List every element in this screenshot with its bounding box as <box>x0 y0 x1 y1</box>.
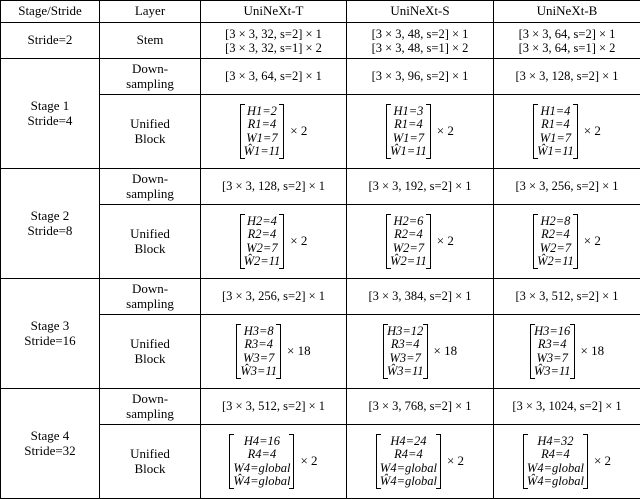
matrix-bracket <box>530 324 575 379</box>
downsampling-value: [3 × 3, 1024, s=2] × 1 <box>512 399 622 414</box>
stage-name: Stage 2 <box>30 207 70 223</box>
stem-line: [3 × 3, 48, s=2] × 1 <box>371 26 469 41</box>
matrix-w: W3=7 <box>389 350 421 365</box>
unified-block-cell <box>201 315 347 389</box>
matrix-r: R1=4 <box>541 117 570 132</box>
matrix-bracket <box>240 214 285 269</box>
stage-3-downsampling-row <box>1 279 640 315</box>
block-matrix <box>523 434 611 489</box>
header-layer: Layer <box>100 1 201 23</box>
matrix-r: R3=4 <box>537 337 567 352</box>
matrix-w: W2=7 <box>392 240 425 255</box>
matrix-w-hat: Ŵ4=global <box>526 473 584 488</box>
block-matrix <box>229 434 317 489</box>
layer-label-line: Block <box>134 350 166 366</box>
downsampling-cell <box>347 389 494 425</box>
matrix-r: R4=4 <box>247 447 277 462</box>
downsampling-value: [3 × 3, 512, s=2] × 1 <box>515 289 619 304</box>
matrix-h: H3=12 <box>387 324 424 339</box>
matrix-bracket <box>533 104 578 159</box>
unified-block-cell <box>201 205 347 279</box>
matrix-h: H1=4 <box>540 104 571 119</box>
stage-label <box>1 389 100 499</box>
matrix-w-hat: Ŵ1=11 <box>243 143 281 158</box>
matrix-w: W2=7 <box>246 240 278 255</box>
matrix-multiplier: × 18 <box>287 343 311 359</box>
layer-label-line: sampling <box>126 405 174 421</box>
layer-unified-block <box>100 205 201 279</box>
layer-downsampling <box>100 279 201 315</box>
stage-stride: Stride=32 <box>24 442 76 458</box>
layer-downsampling <box>100 169 201 205</box>
layer-label-line: Down- <box>131 280 169 296</box>
matrix-w-hat: Ŵ2=11 <box>243 253 281 268</box>
stem-line: [3 × 3, 32, s=1] × 2 <box>225 40 322 55</box>
downsampling-cell <box>201 59 347 95</box>
block-matrix <box>240 104 308 159</box>
stem-line: [3 × 3, 64, s=2] × 1 <box>518 26 616 41</box>
matrix-h: H3=16 <box>534 324 571 339</box>
header-unixt-t: UniNeXt-T <box>201 1 347 23</box>
unified-block-cell <box>201 95 347 169</box>
matrix-r: R1=4 <box>394 117 423 132</box>
matrix-bracket <box>523 434 588 489</box>
unified-block-cell <box>347 205 494 279</box>
downsampling-value: [3 × 3, 64, s=2] × 1 <box>225 69 322 84</box>
downsampling-cell <box>347 59 494 95</box>
stage-label <box>1 59 100 169</box>
matrix-w-hat: Ŵ4=global <box>233 473 291 488</box>
block-matrix <box>383 324 457 379</box>
stem-stage: Stride=2 <box>1 23 100 59</box>
matrix-w: W4=global <box>233 460 291 475</box>
downsampling-cell <box>494 59 640 95</box>
block-matrix <box>376 434 464 489</box>
matrix-multiplier: × 2 <box>436 233 454 249</box>
block-matrix <box>533 214 601 269</box>
matrix-r: R4=4 <box>394 447 423 462</box>
matrix-multiplier: × 2 <box>300 453 318 469</box>
matrix-bracket <box>386 214 431 269</box>
stage-4-downsampling-row <box>1 389 640 425</box>
layer-label-line: Unified <box>130 335 170 351</box>
matrix-r: R1=4 <box>247 117 277 132</box>
downsampling-cell <box>201 169 347 205</box>
matrix-h: H4=16 <box>243 434 281 449</box>
stem-line: [3 × 3, 48, s=1] × 2 <box>371 40 469 55</box>
layer-unified-block <box>100 315 201 389</box>
matrix-multiplier: × 2 <box>436 123 454 139</box>
downsampling-cell <box>201 389 347 425</box>
matrix-bracket <box>236 324 281 379</box>
matrix-w: W4=global <box>526 460 584 475</box>
matrix-w-hat: Ŵ1=11 <box>390 143 427 158</box>
unified-block-cell <box>347 315 494 389</box>
matrix-bracket <box>376 434 441 489</box>
matrix-w-hat: Ŵ3=11 <box>386 363 424 378</box>
matrix-h: H1=2 <box>246 104 277 119</box>
matrix-w: W1=7 <box>246 130 278 145</box>
layer-label-line: Block <box>134 460 166 476</box>
layer-label-line: sampling <box>126 295 174 311</box>
matrix-multiplier: × 2 <box>290 123 308 139</box>
stage-name: Stage 1 <box>30 97 70 113</box>
block-matrix <box>236 324 310 379</box>
block-matrix <box>533 104 601 159</box>
stage-1-downsampling-row <box>1 59 640 95</box>
matrix-h: H2=6 <box>393 214 424 229</box>
stage-stride: Stride=8 <box>27 222 73 238</box>
matrix-w-hat: Ŵ3=11 <box>533 363 571 378</box>
unified-block-cell <box>494 315 640 389</box>
stem-cell-t <box>201 23 347 59</box>
downsampling-value: [3 × 3, 256, s=2] × 1 <box>515 179 619 194</box>
layer-downsampling <box>100 59 201 95</box>
layer-label-line: Unified <box>130 445 170 461</box>
matrix-multiplier: × 2 <box>583 123 601 139</box>
layer-label-line: Down- <box>131 390 169 406</box>
layer-unified-block <box>100 425 201 499</box>
downsampling-value: [3 × 3, 128, s=2] × 1 <box>515 69 619 84</box>
header-unixt-s: UniNeXt-S <box>347 1 494 23</box>
block-matrix <box>240 214 308 269</box>
downsampling-value: [3 × 3, 512, s=2] × 1 <box>221 399 326 414</box>
header-stage: Stage/Stride <box>1 1 100 23</box>
matrix-r: R2=4 <box>541 227 570 242</box>
layer-label-line: Block <box>134 240 166 256</box>
downsampling-value: [3 × 3, 384, s=2] × 1 <box>368 289 472 304</box>
stem-layer: Stem <box>100 23 201 59</box>
unified-block-cell <box>494 95 640 169</box>
layer-label-line: Unified <box>130 225 170 241</box>
layer-label-line: Down- <box>131 60 169 76</box>
layer-label-line: Block <box>134 130 166 146</box>
downsampling-cell <box>201 279 347 315</box>
matrix-h: H2=4 <box>246 214 277 229</box>
unified-block-cell <box>494 205 640 279</box>
layer-unified-block <box>100 95 201 169</box>
matrix-multiplier: × 2 <box>583 233 601 249</box>
matrix-bracket <box>383 324 428 379</box>
matrix-multiplier: × 18 <box>433 343 458 359</box>
downsampling-value: [3 × 3, 256, s=2] × 1 <box>221 289 326 304</box>
downsampling-value: [3 × 3, 768, s=2] × 1 <box>368 399 472 414</box>
stage-label <box>1 169 100 279</box>
stem-line: [3 × 3, 64, s=1] × 2 <box>518 40 616 55</box>
matrix-multiplier: × 2 <box>593 453 612 469</box>
matrix-h: H3=8 <box>243 324 274 339</box>
stem-cell-s <box>347 23 494 59</box>
matrix-h: H2=8 <box>540 214 571 229</box>
downsampling-cell <box>494 169 640 205</box>
block-matrix <box>530 324 604 379</box>
layer-downsampling <box>100 389 201 425</box>
matrix-r: R3=4 <box>244 337 273 352</box>
matrix-bracket <box>386 104 431 159</box>
layer-label-line: sampling <box>126 185 174 201</box>
matrix-r: R2=4 <box>247 227 277 242</box>
matrix-w-hat: Ŵ2=11 <box>537 253 574 268</box>
matrix-multiplier: × 18 <box>580 343 605 359</box>
unified-block-cell <box>347 425 494 499</box>
matrix-bracket <box>533 214 578 269</box>
matrix-multiplier: × 2 <box>290 233 308 249</box>
downsampling-value: [3 × 3, 96, s=2] × 1 <box>371 69 469 84</box>
matrix-w: W4=global <box>379 460 437 475</box>
matrix-w: W3=7 <box>243 350 275 365</box>
header-unixt-b: UniNeXt-B <box>494 1 640 23</box>
matrix-w: W1=7 <box>539 130 572 145</box>
block-matrix <box>386 104 454 159</box>
downsampling-value: [3 × 3, 192, s=2] × 1 <box>368 179 472 194</box>
layer-label-line: Down- <box>131 170 169 186</box>
stage-stride: Stride=16 <box>24 332 76 348</box>
layer-label-line: Unified <box>130 115 170 131</box>
stage-2-downsampling-row <box>1 169 640 205</box>
unified-block-cell <box>201 425 347 499</box>
stage-name: Stage 3 <box>30 317 70 333</box>
matrix-h: H1=3 <box>393 104 424 119</box>
downsampling-cell <box>494 389 640 425</box>
unified-block-cell <box>347 95 494 169</box>
downsampling-value: [3 × 3, 128, s=2] × 1 <box>221 179 326 194</box>
matrix-w-hat: Ŵ3=11 <box>240 363 278 378</box>
matrix-w: W1=7 <box>392 130 425 145</box>
matrix-bracket <box>240 104 285 159</box>
layer-label-line: sampling <box>126 75 174 91</box>
matrix-w: W2=7 <box>539 240 572 255</box>
matrix-w-hat: Ŵ4=global <box>379 473 437 488</box>
matrix-w: W3=7 <box>536 350 568 365</box>
stem-line: [3 × 3, 32, s=2] × 1 <box>225 26 322 41</box>
stem-cell-b <box>494 23 640 59</box>
matrix-h: H4=32 <box>537 434 574 449</box>
header-row <box>1 1 640 23</box>
matrix-r: R3=4 <box>390 337 420 352</box>
matrix-multiplier: × 2 <box>446 453 465 469</box>
downsampling-cell <box>347 169 494 205</box>
stage-label <box>1 279 100 389</box>
matrix-bracket <box>229 434 294 489</box>
matrix-w-hat: Ŵ2=11 <box>390 253 427 268</box>
block-matrix <box>386 214 454 269</box>
stage-name: Stage 4 <box>30 427 70 443</box>
stage-stride: Stride=4 <box>27 112 73 128</box>
matrix-r: R2=4 <box>394 227 423 242</box>
downsampling-cell <box>347 279 494 315</box>
unified-block-cell <box>494 425 640 499</box>
matrix-w-hat: Ŵ1=11 <box>537 143 574 158</box>
matrix-r: R4=4 <box>541 447 570 462</box>
matrix-h: H4=24 <box>390 434 427 449</box>
downsampling-cell <box>494 279 640 315</box>
stem-row <box>1 23 640 59</box>
